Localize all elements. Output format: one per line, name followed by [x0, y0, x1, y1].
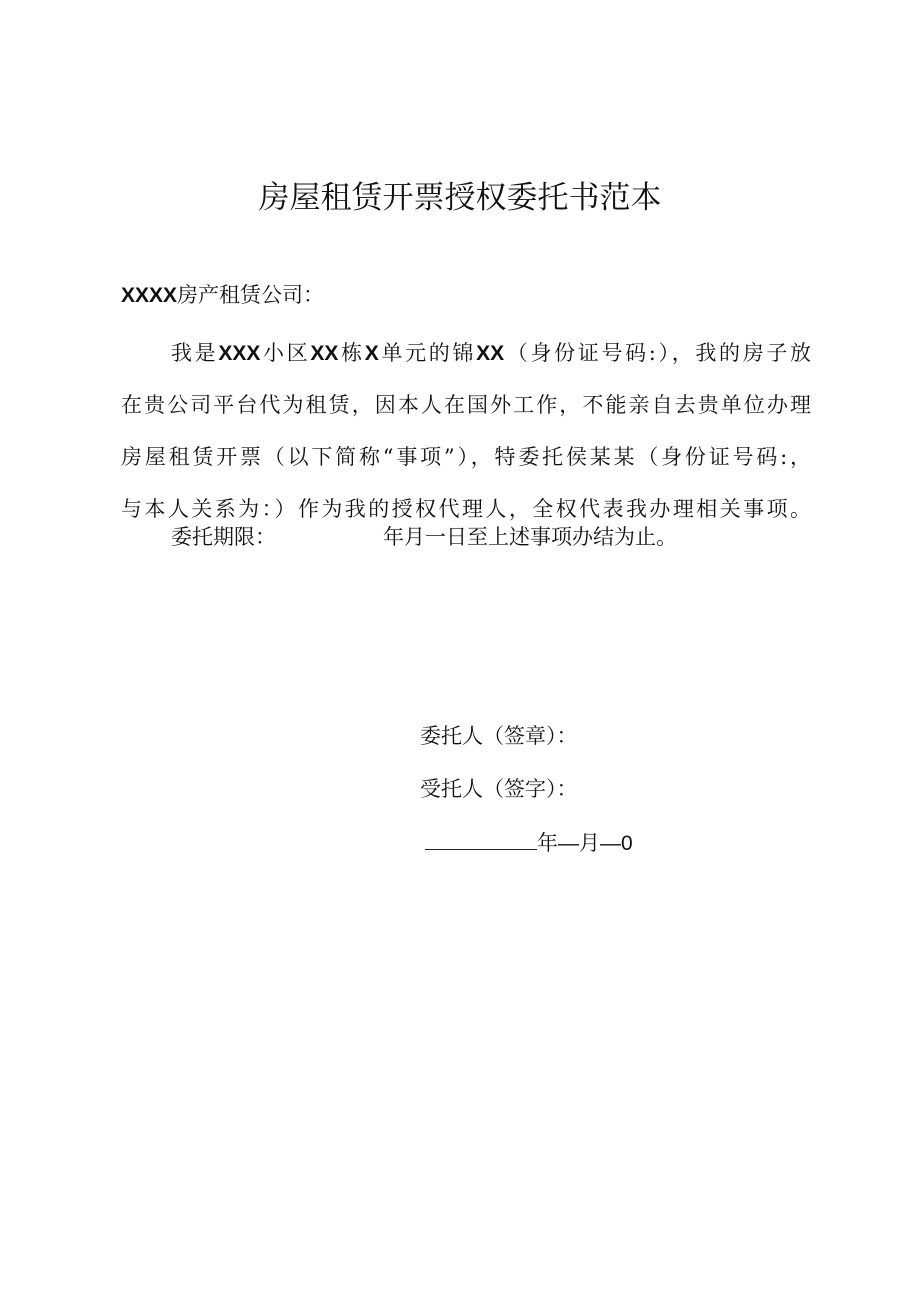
body-text-segment: 小区 [260, 341, 311, 365]
agent-signature: 受托人（签字）： [420, 777, 578, 801]
body-line [121, 327, 811, 379]
body-line [121, 379, 811, 431]
period-label: 委托期限： [171, 525, 276, 549]
document-title: 房屋租赁开票授权委托书范本 [258, 180, 662, 216]
body-text-segment: 栋 [338, 341, 365, 365]
body-text-segment: （身份证号码:），我的房子放 [504, 341, 812, 365]
salutation-rest: 房产租赁公司： [177, 283, 325, 307]
body-text-segment: 我是 [171, 341, 219, 365]
date-text: 年—月—0 [537, 832, 633, 855]
date-line [425, 827, 633, 859]
company-placeholder: XXXX [121, 284, 178, 307]
principal-signature: 委托人（签章）： [420, 724, 578, 748]
body-text-segment: 房屋租赁开票（以下简称“事项”），特委托侯某某（身份证号码:， [121, 445, 811, 469]
bold-placeholder: XX [476, 342, 505, 365]
body-paragraph [121, 327, 811, 535]
bold-placeholder: XX [310, 342, 339, 365]
salutation [121, 280, 324, 311]
bold-placeholder: X [364, 342, 379, 365]
body-text-segment: 单元的锦 [378, 341, 477, 365]
body-text-segment: 与本人关系为：）作为我的授权代理人，全权代表我办理相关事项。 [121, 497, 811, 521]
bold-placeholder: XXX [218, 342, 261, 365]
period-text: 年月一日至上述事项办结为止。 [383, 525, 677, 549]
body-line [121, 431, 811, 483]
body-text-segment: 在贵公司平台代为租赁，因本人在国外工作，不能亲自去贵单位办理 [121, 393, 811, 417]
date-blank [425, 827, 537, 850]
entrust-period [171, 522, 677, 552]
